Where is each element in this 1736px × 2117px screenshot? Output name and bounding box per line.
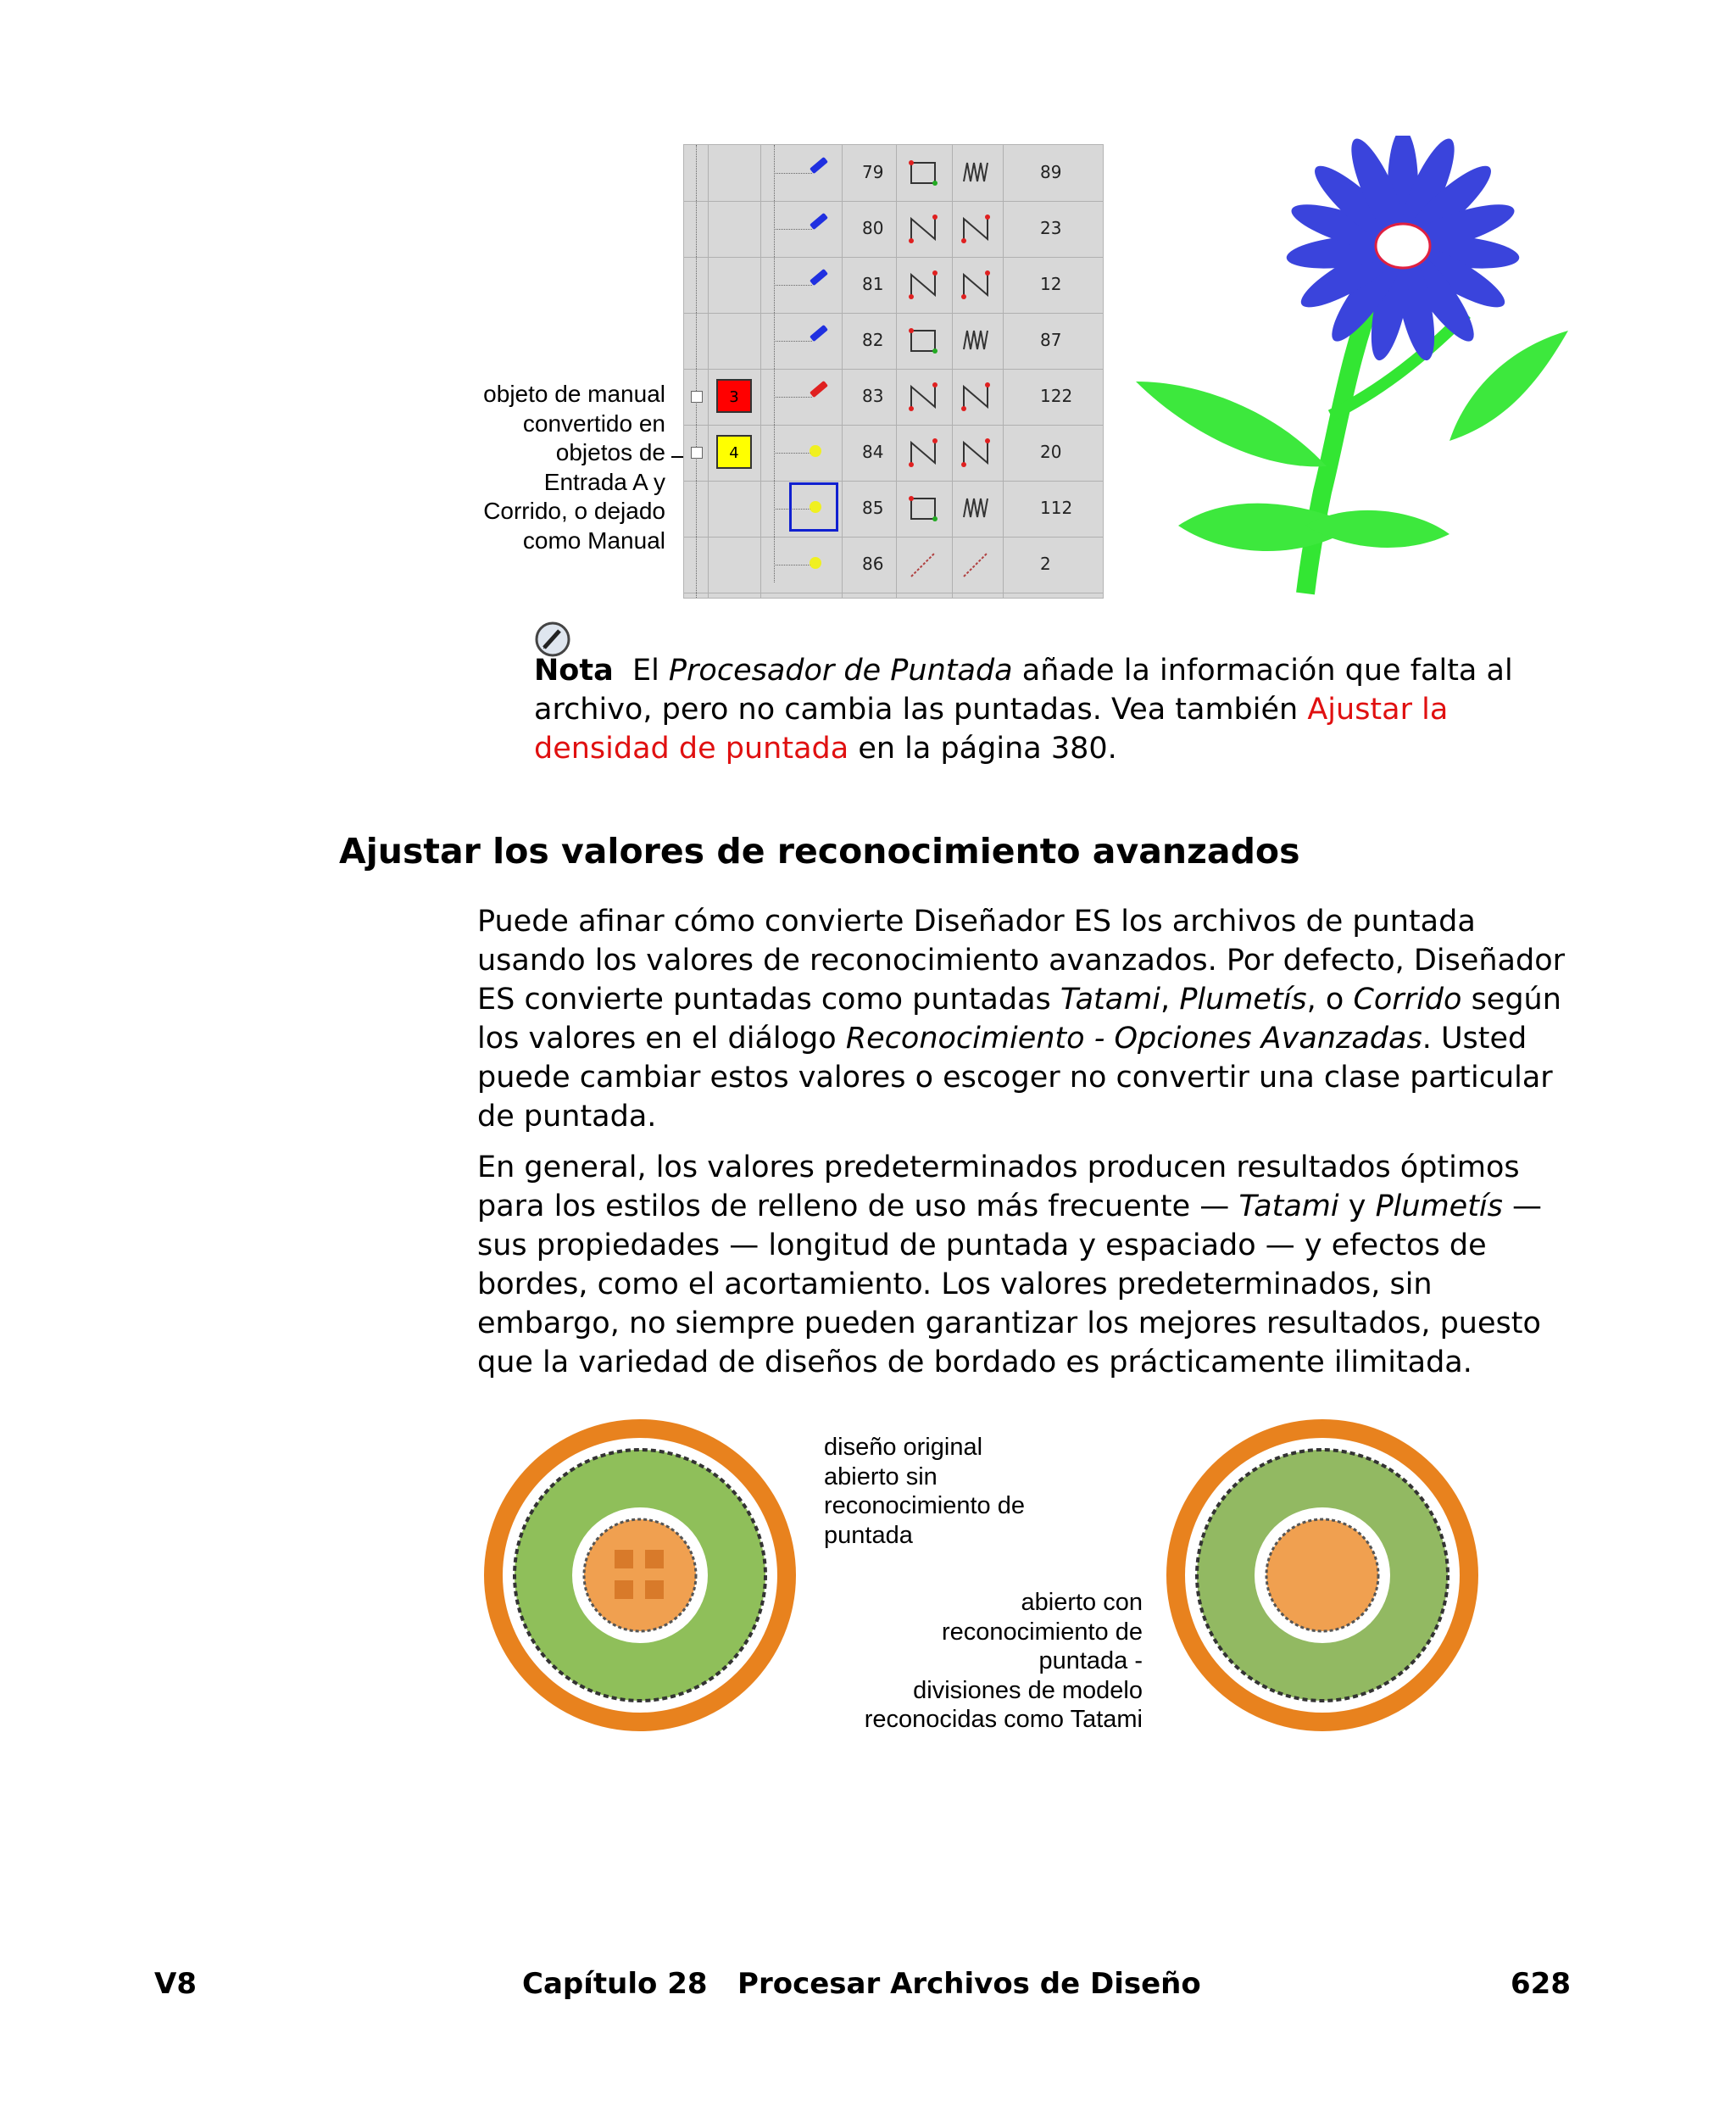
- expand-toggle[interactable]: [691, 447, 703, 459]
- stitch-color-icon: [810, 381, 828, 398]
- density-link[interactable]: Ajustar la densidad de puntada: [534, 693, 1449, 766]
- stitch-count: 2: [1040, 554, 1051, 574]
- stitch-count: 20: [1040, 442, 1062, 462]
- run-type-icon: [959, 212, 993, 246]
- object-number: 84: [862, 442, 884, 462]
- stitch-count: 87: [1040, 330, 1062, 350]
- flower-embroidery-image: [1127, 136, 1585, 598]
- callout-line: convertido en: [522, 409, 665, 437]
- run-type-icon: [906, 380, 940, 414]
- paragraph-2: En general, los valores predeterminados producen resultados óptimos para los estilos de relleno de uso más frecuente — Tatami y Plumetís — sus propiedades — longitud de puntada y espaciado — y efectos de bordes, como el acortamiento. Los valores predeterminados, sin embargo, no siempre pueden garantizar los mejores resultados, puesto que la variedad de diseños de bordado es prácticamente ilimitada.: [477, 1150, 1543, 1379]
- recognized-design-image: [1161, 1414, 1483, 1736]
- object-number: 82: [862, 330, 884, 350]
- callout-line: objetos de: [555, 439, 665, 465]
- line-type-icon: [906, 548, 940, 582]
- callout-line: objeto de manual: [483, 381, 665, 407]
- callout-line: Corrido, o dejado: [483, 498, 665, 524]
- callout-line: Entrada A y: [543, 468, 665, 495]
- object-number: 85: [862, 498, 884, 518]
- object-row[interactable]: [684, 257, 1103, 314]
- object-row[interactable]: [684, 537, 1103, 593]
- satin-type-icon: [959, 324, 993, 358]
- stitch-color-icon: [810, 557, 821, 569]
- object-row[interactable]: [684, 145, 1103, 202]
- stitch-color-icon: [810, 157, 828, 174]
- object-number: 86: [862, 554, 884, 574]
- note-paragraph: Nota El Procesador de Puntada añade la información que falta al archivo, pero no cambia las puntadas. Vea también Ajustar la densidad de puntada en la página 380.: [534, 654, 1513, 766]
- original-design-image: [479, 1414, 801, 1736]
- stitch-color-icon: [810, 445, 821, 457]
- expand-toggle[interactable]: [691, 391, 703, 403]
- note-label: Nota: [534, 654, 614, 688]
- fill-type-icon: [906, 156, 940, 190]
- stitch-count: 23: [1040, 218, 1062, 238]
- stitch-count: 122: [1040, 386, 1073, 406]
- object-number: 79: [862, 162, 884, 182]
- fill-type-icon: [906, 492, 940, 526]
- object-row[interactable]: [684, 425, 1103, 482]
- run-type-icon: [906, 212, 940, 246]
- fill-type-icon: [906, 324, 940, 358]
- footer-page-number: 628: [1511, 1967, 1571, 2001]
- stitch-color-icon: [810, 325, 828, 342]
- figure-callout: [441, 380, 665, 555]
- satin-type-icon: [959, 156, 993, 190]
- run-type-icon: [906, 436, 940, 470]
- callout-line: como Manual: [522, 526, 665, 554]
- caption-recognized: abierto con reconocimiento de puntada - divisiones de modelo reconocidas como Tatami: [864, 1589, 1143, 1733]
- caption-original: diseño original abierto sin reconocimiento de puntada: [824, 1434, 1025, 1549]
- stitch-count: 89: [1040, 162, 1062, 182]
- object-row[interactable]: [684, 481, 1103, 538]
- object-list-panel: [683, 144, 1104, 599]
- object-row[interactable]: [684, 369, 1103, 426]
- run-type-icon: [906, 268, 940, 302]
- run-type-icon: [959, 268, 993, 302]
- object-number: 80: [862, 218, 884, 238]
- section-heading: Ajustar los valores de reconocimiento avanzados: [339, 831, 1300, 872]
- run-type-icon: [959, 436, 993, 470]
- group-badge: 3: [716, 379, 752, 413]
- stitch-count: 12: [1040, 274, 1062, 294]
- group-badge: 4: [716, 435, 752, 469]
- stitch-color-icon: [810, 213, 828, 230]
- line-type-icon: [959, 548, 993, 582]
- stitch-count: 112: [1040, 498, 1073, 518]
- selection-highlight: [789, 482, 838, 532]
- object-row[interactable]: [684, 313, 1103, 370]
- object-number: 81: [862, 274, 884, 294]
- footer-version: V8: [154, 1967, 197, 2001]
- paragraph-1: Puede afinar cómo convierte Diseñador ES los archivos de puntada usando los valores de reconocimiento avanzados. Por defecto, Diseñador ES convierte puntadas como puntadas Tatami, Plumetís, o Corrido según los valores en el diálogo Reconocimiento - Opciones Avanzadas. Usted puede cambiar estos valores o escoger no convertir una clase particular de puntada.: [477, 905, 1566, 1134]
- satin-type-icon: [959, 492, 993, 526]
- object-number: 83: [862, 386, 884, 406]
- footer-chapter: Capítulo 28 Procesar Archivos de Diseño: [522, 1967, 1201, 2001]
- run-type-icon: [959, 380, 993, 414]
- object-row[interactable]: [684, 201, 1103, 258]
- stitch-color-icon: [810, 269, 828, 286]
